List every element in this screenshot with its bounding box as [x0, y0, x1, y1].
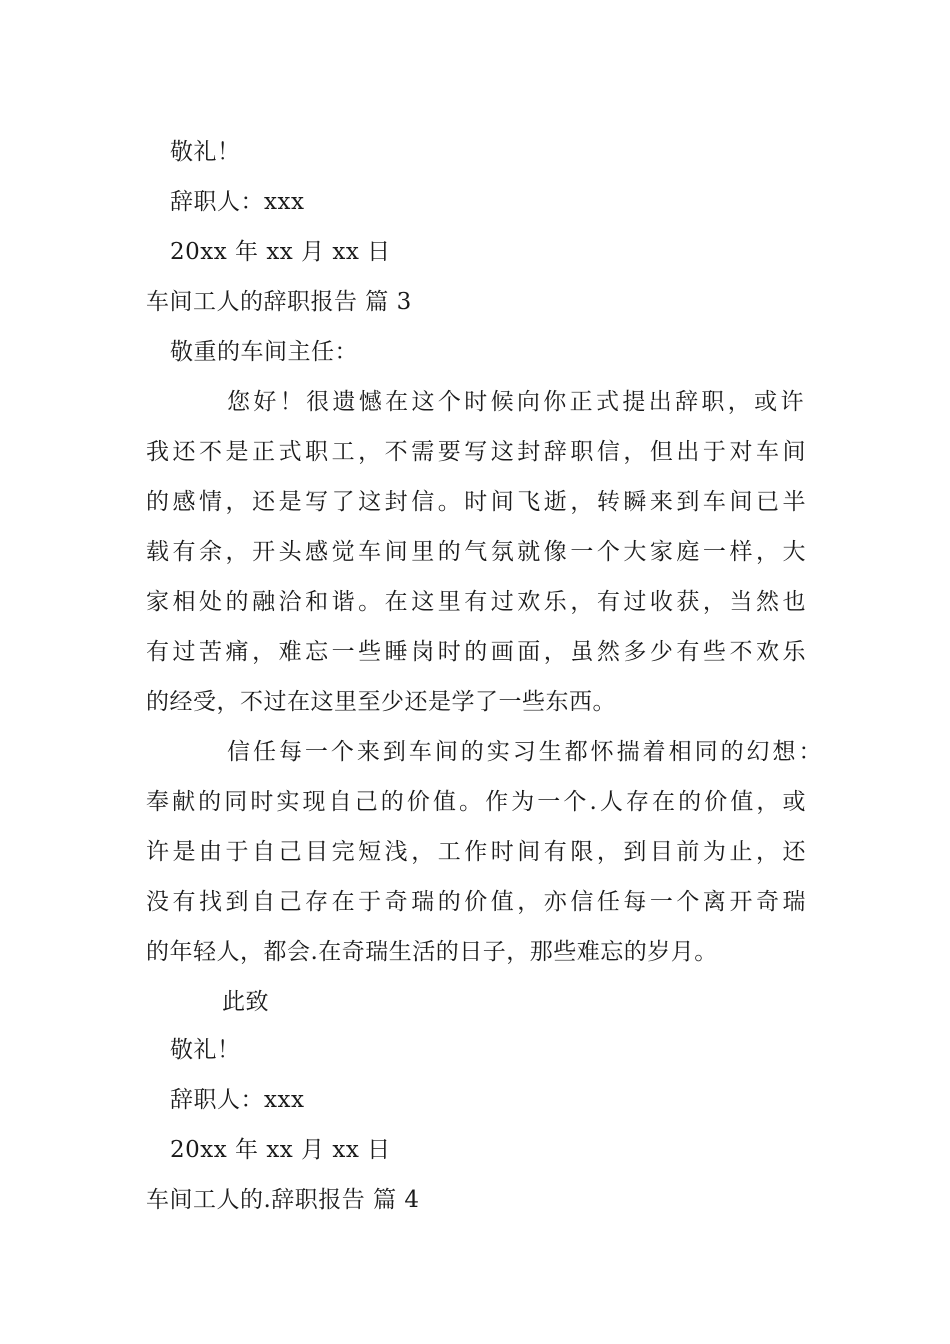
paragraph-line: 的年轻人，都会.在奇瑞生活的日子，那些难忘的岁月。	[146, 939, 718, 965]
paragraph-line: 有过苦痛，难忘一些睡岗时的画面，虽然多少有些不欢乐	[146, 639, 806, 665]
paragraph-line: 家相处的融洽和谐。在这里有过欢乐，有过收获，当然也	[146, 589, 806, 615]
closing-phrase: 此致	[222, 989, 269, 1015]
paragraph-line: 信任每一个来到车间的实习生都怀揣着相同的幻想：	[227, 739, 822, 765]
section-heading: 车间工人的辞职报告 篇 3	[146, 289, 412, 315]
paragraph-line: 您好！很遗憾在这个时候向你正式提出辞职，或许	[227, 389, 804, 415]
paragraph-line: 的感情，还是写了这封信。时间飞逝，转瞬来到车间已半	[146, 489, 806, 515]
salute: 敬礼！	[170, 1037, 241, 1063]
signer: 辞职人：xxx	[170, 1087, 305, 1113]
salute: 敬礼！	[170, 139, 241, 165]
paragraph-line: 的经受，不过在这里至少还是学了一些东西。	[146, 689, 616, 715]
paragraph-line: 载有余，开头感觉车间里的气氛就像一个大家庭一样，大	[146, 539, 806, 565]
signer: 辞职人：xxx	[170, 189, 305, 215]
section-heading: 车间工人的.辞职报告 篇 4	[146, 1187, 420, 1213]
greeting: 敬重的车间主任：	[170, 339, 358, 365]
date: 20xx 年 xx 月 xx 日	[170, 239, 391, 265]
paragraph-line: 我还不是正式职工，不需要写这封辞职信，但出于对车间	[146, 439, 806, 465]
paragraph-line: 没有找到自己存在于奇瑞的价值，亦信任每一个离开奇瑞	[146, 889, 806, 915]
paragraph-line: 奉献的同时实现自己的价值。作为一个.人存在的价值，或	[146, 789, 806, 815]
paragraph-line: 许是由于自己目完短浅，工作时间有限，到目前为止，还	[146, 839, 806, 865]
date: 20xx 年 xx 月 xx 日	[170, 1137, 391, 1163]
